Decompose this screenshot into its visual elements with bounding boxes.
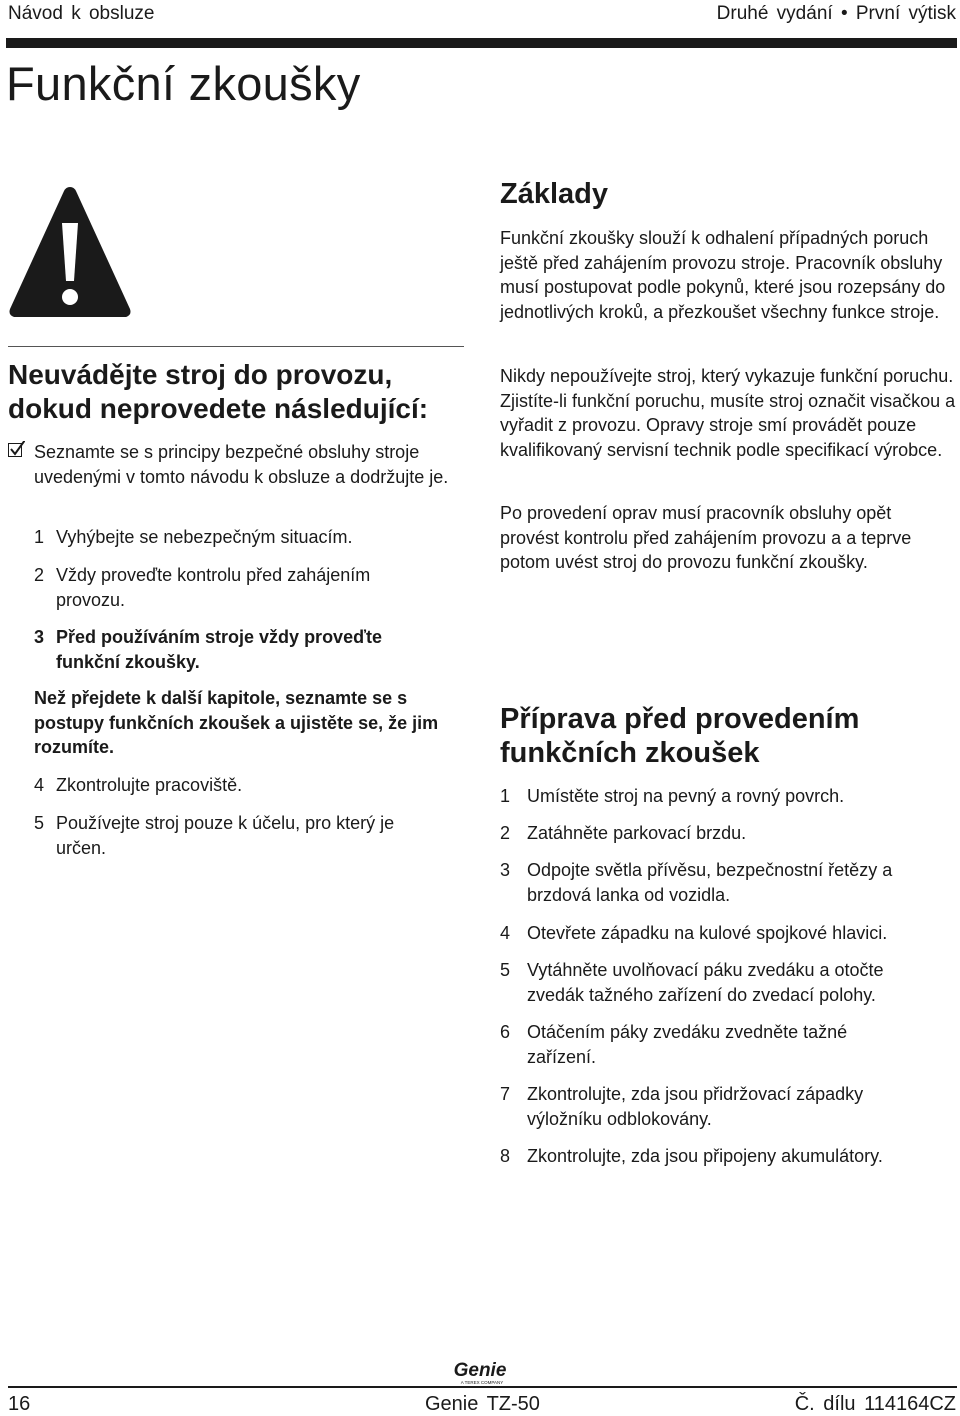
warning-heading [8, 358, 464, 426]
prep-step-2 [500, 821, 955, 846]
warning-divider [8, 346, 464, 347]
prep-step-5 [500, 958, 940, 1007]
check-item-text: Seznamte se s principy bezpečné obsluhy stroje uvedenými v tomto návodu k obsluze a dodržujte je. [34, 442, 449, 487]
logo-text: Genie [453, 1360, 507, 1381]
header-bar [6, 38, 957, 48]
header-edition: Druhé vydání • První výtisk [716, 3, 956, 24]
step-text: Otáčením páky zvedáku zvedněte tažné zařízení. [527, 1022, 848, 1067]
step-text: Zatáhněte parkovací brzdu. [527, 823, 747, 843]
step-text: Vytáhněte uvolňovací páku zvedáku a otočte zvedák tažného zařízení do zvedací polohy. [527, 960, 884, 1005]
checkbox-checked-icon [8, 443, 22, 457]
genie-logo [444, 1360, 516, 1386]
prep-heading [500, 702, 955, 770]
warning-note: Než přejdete k další kapitole, seznamte se s postupy funkčních zkoušek a ujistěte se, že jim rozumíte. [34, 688, 439, 757]
step-number: 8 [500, 1146, 511, 1166]
step-number: 2 [500, 823, 511, 843]
basics-para-2: Nikdy nepoužívejte stroj, který vykazuje funkční poruchu. Zjistíte-li funkční poruchu, musíte stroj označit visačkou a vyřadit z provozu. Opravy stroje smí provádět pouze kvalifikovaný servisní technik podle specifikací výrobce. [500, 366, 956, 460]
warning-heading-line2: dokud neprovedete následující: [8, 393, 429, 424]
item-number: 3 [34, 627, 45, 647]
item-text: Vyhýbejte se nebezpečným situacím. [56, 527, 353, 547]
basics-para-3: Po provedení oprav musí pracovník obsluhy opět provést kontrolu před zahájením provozu a a teprve potom uvést stroj do provozu funkční zkoušky. [500, 503, 912, 572]
prep-step-4 [500, 921, 955, 946]
warning-item-4 [34, 773, 464, 798]
header-manual-title: Návod k obsluze [8, 3, 155, 24]
step-text: Zkontrolujte, zda jsou přidržovací západky výložníku odblokovány. [527, 1084, 864, 1129]
warning-item-3 [34, 625, 444, 674]
step-text: Otevřete západku na kulové spojkové hlavici. [527, 923, 888, 943]
footer-part-number: Č. dílu 114164CZ [794, 1393, 956, 1415]
basics-heading: Základy [500, 178, 608, 210]
warning-item-2 [34, 563, 444, 612]
warning-check-item [8, 440, 464, 489]
item-text: Zkontrolujte pracoviště. [56, 775, 243, 795]
prep-step-7 [500, 1082, 920, 1131]
step-text: Zkontrolujte, zda jsou připojeny akumulátory. [527, 1146, 883, 1166]
item-number: 1 [34, 527, 45, 547]
footer-rule [8, 1386, 957, 1388]
item-text: Před používáním stroje vždy proveďte funkční zkoušky. [56, 627, 383, 672]
item-text: Vždy proveďte kontrolu před zahájením provozu. [56, 565, 371, 610]
page-title: Funkční zkoušky [6, 57, 361, 110]
item-number: 5 [34, 813, 45, 833]
step-text: Odpojte světla přívěsu, bezpečnostní řetězy a brzdová lanka od vozidla. [527, 860, 893, 905]
basics-para-1: Funkční zkoušky slouží k odhalení případných poruch ještě před zahájením provozu stroje. Pracovník obsluhy musí postupovat podle pokynů, které jsou rozepsány do jednotlivých kroků, a přezkoušet všechny funkce stroje. [500, 228, 946, 322]
step-number: 1 [500, 786, 511, 806]
step-number: 5 [500, 960, 511, 980]
step-number: 6 [500, 1022, 511, 1042]
item-number: 2 [34, 565, 45, 585]
footer-model: Genie TZ-50 [425, 1393, 540, 1415]
warning-heading-line1: Neuvádějte stroj do provozu, [8, 359, 393, 390]
item-number: 4 [34, 775, 45, 795]
logo-subtext: A TEREX COMPANY [460, 1380, 504, 1385]
item-text: Používejte stroj pouze k účelu, pro který je určen. [56, 813, 395, 858]
step-number: 3 [500, 860, 511, 880]
prep-heading-line1: Příprava před provedením [500, 703, 860, 735]
prep-step-6 [500, 1020, 900, 1069]
step-number: 4 [500, 923, 511, 943]
step-number: 7 [500, 1084, 511, 1104]
prep-step-3 [500, 858, 940, 907]
prep-step-1 [500, 784, 955, 809]
warning-item-5 [34, 811, 444, 860]
step-text: Umístěte stroj na pevný a rovný povrch. [527, 786, 845, 806]
prep-step-8 [500, 1144, 955, 1169]
warning-item-1 [34, 525, 464, 550]
footer-page-number: 16 [8, 1393, 31, 1415]
prep-heading-line2: funkčních zkoušek [500, 737, 760, 769]
warning-triangle-icon [6, 183, 134, 326]
